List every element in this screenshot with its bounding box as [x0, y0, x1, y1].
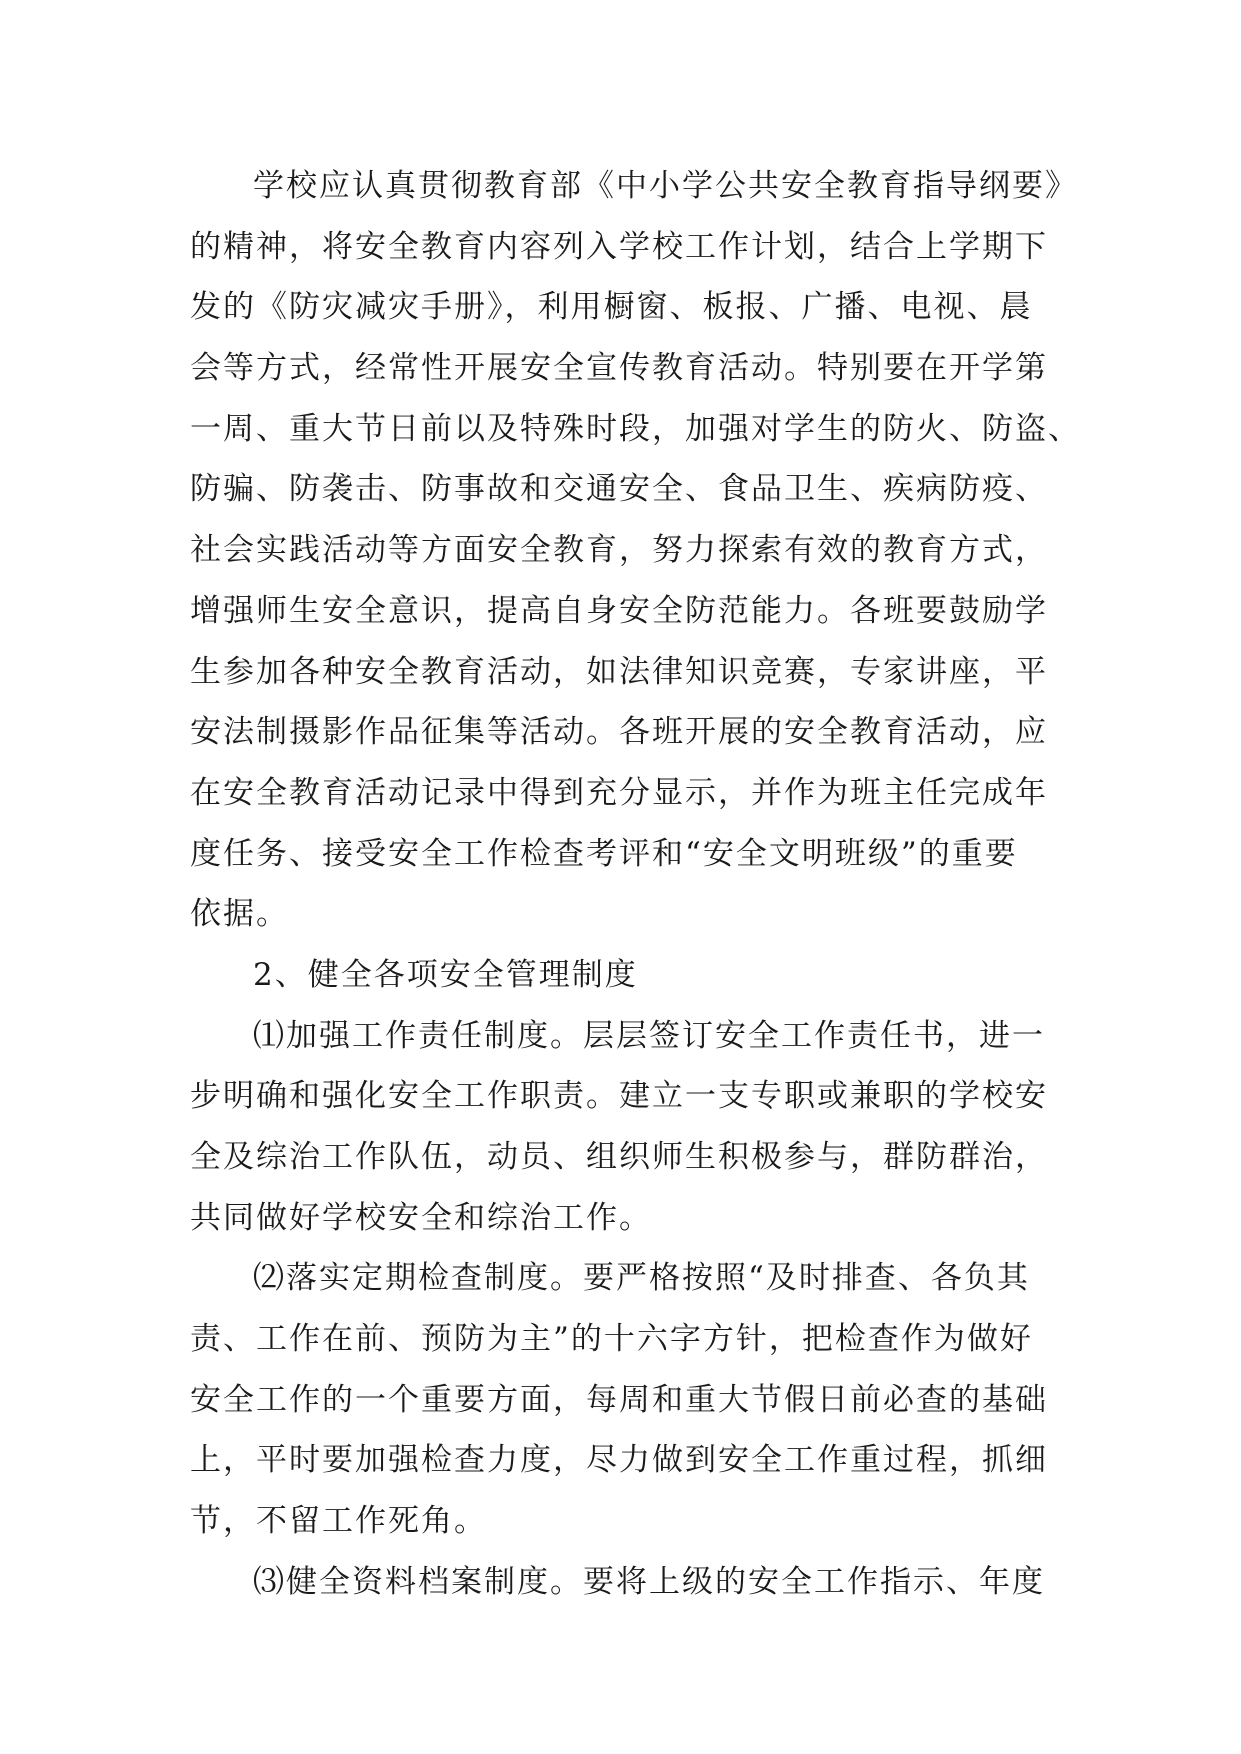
text-line: 上，平时要加强检查力度，尽力做到安全工作重过程，抓细 — [190, 1442, 1048, 1479]
text-line: 依据。 — [190, 896, 289, 933]
text-line: 责、工作在前、预防为主”的十六字方针，把检查作为做好 — [190, 1321, 1033, 1358]
text-line: 会等方式，经常性开展安全宣传教育活动。特别要在开学第 — [190, 350, 1048, 387]
text-line: 在安全教育活动记录中得到充分显示，并作为班主任完成年 — [190, 774, 1048, 811]
text-line: 生参加各种安全教育活动，如法律知识竞赛，专家讲座，平 — [190, 653, 1048, 690]
text-line: 学校应认真贯彻教育部《中小学公共安全教育指导纲要》 — [253, 168, 1078, 204]
text-line: ⑴加强工作责任制度。层层签订安全工作责任书，进一 — [253, 1017, 1045, 1054]
text-line: 全及综治工作队伍，动员、组织师生积极参与，群防群治， — [190, 1139, 1048, 1175]
text-line: 防骗、防袭击、防事故和交通安全、食品卫生、疾病防疫、 — [190, 471, 1048, 508]
text-line: 社会实践活动等方面安全教育，努力探索有效的教育方式， — [190, 532, 1048, 569]
text-line: 节，不留工作死角。 — [190, 1503, 487, 1540]
text-line: 安法制摄影作品征集等活动。各班开展的安全教育活动，应 — [190, 714, 1048, 751]
text-line: 的精神，将安全教育内容列入学校工作计划，结合上学期下 — [190, 228, 1048, 265]
text-line: 步明确和强化安全工作职责。建立一支专职或兼职的学校安 — [190, 1078, 1048, 1115]
document-body — [190, 156, 1081, 1613]
text-line: 共同做好学校安全和综治工作。 — [190, 1199, 652, 1236]
text-line: 一周、重大节日前以及特殊时段，加强对学生的防火、防盗、 — [190, 410, 1081, 447]
text-line: 度任务、接受安全工作检查考评和“安全文明班级”的重要 — [190, 835, 1018, 872]
text-line: 增强师生安全意识，提高自身安全防范能力。各班要鼓励学 — [190, 592, 1048, 629]
section-heading: 2、健全各项安全管理制度 — [253, 956, 638, 993]
text-line: ⑵落实定期检查制度。要严格按照“及时排查、各负其 — [253, 1260, 1030, 1297]
text-line: 发的《防灾减灾手册》，利用橱窗、板报、广播、电视、晨 — [190, 289, 1033, 326]
text-line: ⑶健全资料档案制度。要将上级的安全工作指示、年度 — [253, 1563, 1045, 1600]
text-line: 安全工作的一个重要方面，每周和重大节假日前必查的基础 — [190, 1381, 1048, 1418]
